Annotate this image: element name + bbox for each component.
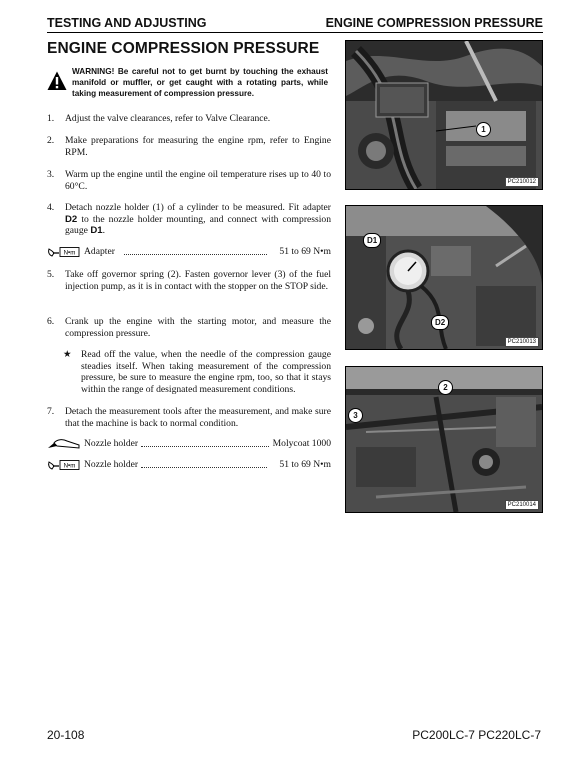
step-number: 6. <box>47 316 55 327</box>
callout-d2: D2 <box>431 315 449 330</box>
star-icon: ★ <box>63 349 72 360</box>
warning-icon <box>47 71 67 91</box>
step-text-part: to the nozzle holder mounting, and connect with compression gauge <box>65 213 331 236</box>
step-2 <box>47 135 331 158</box>
step-text-part: . <box>102 225 105 236</box>
warning-label: WARNING! <box>72 67 115 76</box>
callout-3: 3 <box>348 408 363 423</box>
step-text: Detach the measurement tools after the measurement, and make sure that the machine is back to normal condition. <box>65 406 331 429</box>
spec-name: Nozzle holder <box>84 438 139 449</box>
step-number: 1. <box>47 113 55 124</box>
spec-nozzle-lubricant <box>47 438 331 452</box>
page-title: ENGINE COMPRESSION PRESSURE <box>47 40 320 57</box>
step-text-part: Detach nozzle holder (1) of a cylinder to be measured. Fit adapter <box>65 202 331 213</box>
step-number: 7. <box>47 406 55 417</box>
torque-icon-text: N•m <box>63 462 76 470</box>
spec-name: Nozzle holder <box>84 459 139 470</box>
step-4 <box>47 202 331 237</box>
step-number: 4. <box>47 202 55 213</box>
step-number: 2. <box>47 135 55 146</box>
note-text: Read off the value, when the needle of the compression gauge steadies itself. When taking measurement of the compression pressure, be sure to measure the engine rpm, too, so that it stays within the range of designated measurement conditions. <box>81 349 331 395</box>
step-5 <box>47 269 331 292</box>
tool-code-d2: D2 <box>65 213 78 225</box>
spec-value: 51 to 69 N•m <box>279 459 331 470</box>
photo-nozzle-holder <box>345 40 543 190</box>
warning-text: Be careful not to get burnt by touching the exhaust manifold or muffler, or get caught with a rotating parts, while taking measurement of compression pressure. <box>72 67 328 98</box>
step-6 <box>47 316 331 339</box>
running-header <box>47 16 543 32</box>
leader-dots <box>124 254 267 255</box>
torque-wrench-icon <box>47 458 81 472</box>
photo-compression-gauge <box>345 205 543 350</box>
lubricant-icon <box>47 437 81 451</box>
step-7 <box>47 406 331 429</box>
spec-value: Molycoat 1000 <box>272 438 331 449</box>
step-text: Take off governor spring (2). Fasten governor lever (3) of the fuel injection pump, as it is in contact with the stopper on the STOP side. <box>65 269 331 292</box>
callout-2: 2 <box>438 380 453 395</box>
leader-dots <box>141 446 269 447</box>
spec-name: Adapter <box>84 246 115 257</box>
callout-1: 1 <box>476 122 491 137</box>
figure-code: PC210014 <box>505 500 539 510</box>
spec-adapter <box>47 246 331 260</box>
step-3 <box>47 169 331 192</box>
step-text: Make preparations for measuring the engine rpm, refer to Engine RPM. <box>65 135 331 158</box>
note <box>63 349 331 395</box>
step-number: 3. <box>47 169 55 180</box>
step-text: Warm up the engine until the engine oil temperature rises up to 40 to 60°C. <box>65 169 331 192</box>
step-text: Adjust the valve clearances, refer to Valve Clearance. <box>65 113 271 124</box>
section-title: TESTING AND ADJUSTING <box>47 16 207 30</box>
header-rule <box>47 32 543 33</box>
spec-nozzle-torque <box>47 459 331 473</box>
photo-governor-lever <box>345 366 543 513</box>
figure-code: PC210013 <box>505 337 539 347</box>
spec-value: 51 to 69 N•m <box>279 246 331 257</box>
step-text <box>65 202 331 237</box>
tool-code-d1: D1 <box>90 225 103 236</box>
header-topic: ENGINE COMPRESSION PRESSURE <box>325 16 543 30</box>
engine-photo-1 <box>346 41 542 189</box>
torque-wrench-icon <box>47 245 81 259</box>
step-text: Crank up the engine with the starting motor, and measure the compression pressure. <box>65 316 331 339</box>
torque-icon-text: N•m <box>63 249 76 257</box>
warning-block <box>72 66 328 99</box>
page-number: 20-108 <box>47 728 85 742</box>
callout-d1: D1 <box>363 233 381 248</box>
step-1 <box>47 113 331 125</box>
step-number: 5. <box>47 269 55 280</box>
model-name: PC200LC-7 PC220LC-7 <box>412 728 541 742</box>
leader-dots <box>141 467 267 468</box>
figure-code: PC210012 <box>505 177 539 187</box>
